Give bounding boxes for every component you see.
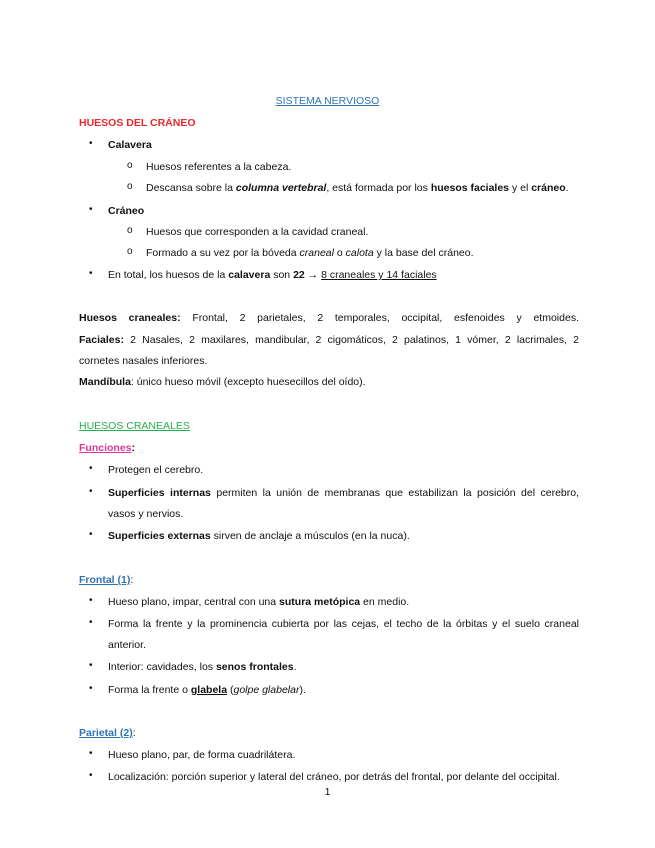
funciones-item2: Superficies internas permiten la unión de membranas que estabilizan la posición del cerebro,: [108, 487, 579, 499]
bullet-icon: •: [89, 683, 93, 694]
bullet-icon: •: [89, 463, 93, 474]
bullet-icon: •: [89, 204, 93, 215]
summary-faciales-line2: cornetes nasales inferiores.: [79, 355, 208, 367]
summary-craneales: Huesos craneales: Frontal, 2 parietales, 2 temporales, occipital, esfenoides y etmoides.: [79, 312, 579, 324]
calavera-sub1: Huesos referentes a la cabeza.: [146, 161, 292, 173]
frontal-label: Frontal (1):: [79, 574, 134, 586]
funciones-item3: Superficies externas sirven de anclaje a músculos (en la nuca).: [108, 530, 410, 542]
bullet-icon: •: [89, 268, 93, 279]
funciones-item2-line2: vasos y nervios.: [108, 508, 184, 520]
bullet-icon: •: [89, 617, 93, 628]
summary-faciales: Faciales: 2 Nasales, 2 maxilares, mandibular, 2 cigomáticos, 2 palatinos, 1 vómer, 2 lacrimales, 2: [79, 334, 579, 346]
calavera-sub2: Descansa sobre la columna vertebral, está formada por los huesos faciales y el cráneo.: [146, 182, 569, 194]
frontal-item1: Hueso plano, impar, central con una sutura metópica en medio.: [108, 596, 410, 608]
parietal-label: Parietal (2):: [79, 727, 136, 739]
bullet-icon: •: [89, 529, 93, 540]
frontal-item3: Interior: cavidades, los senos frontales.: [108, 661, 297, 673]
bullet-icon: •: [89, 660, 93, 671]
item-craneo-label: Cráneo: [108, 205, 145, 217]
sub-bullet-icon: o: [127, 181, 133, 192]
heading-huesos-del-craneo: HUESOS DEL CRÁNEO: [79, 117, 196, 129]
craneo-sub1: Huesos que corresponden a la cavidad craneal.: [146, 226, 369, 238]
sub-bullet-icon: o: [127, 160, 133, 171]
heading-huesos-craneales: HUESOS CRANEALES: [79, 420, 190, 432]
page-title: SISTEMA NERVIOSO: [275, 95, 380, 107]
bullet-icon: •: [89, 595, 93, 606]
total-huesos: En total, los huesos de la calavera son 22 → 8 craneales y 14 faciales: [108, 269, 437, 281]
frontal-item4: Forma la frente o glabela (golpe glabelar).: [108, 684, 306, 696]
bullet-icon: •: [89, 748, 93, 759]
bullet-icon: •: [89, 770, 93, 781]
frontal-item2: Forma la frente y la prominencia cubierta por las cejas, el techo de la órbitas y el suelo craneal: [108, 618, 579, 630]
item-calavera-label: Calavera: [108, 139, 152, 151]
frontal-item2-line2: anterior.: [108, 639, 146, 651]
summary-mandibula: Mandíbula: único hueso móvil (excepto huesecillos del oído).: [79, 376, 366, 388]
parietal-item2: Localización: porción superior y lateral del cráneo, por detrás del frontal, por delante del occipital.: [108, 771, 560, 783]
bullet-icon: •: [89, 138, 93, 149]
sub-bullet-icon: o: [127, 246, 133, 257]
funciones-item1: Protegen el cerebro.: [108, 464, 204, 476]
page-number: 1: [324, 786, 331, 798]
bullet-icon: •: [89, 486, 93, 497]
parietal-item1: Hueso plano, par, de forma cuadrilátera.: [108, 749, 296, 761]
sub-bullet-icon: o: [127, 225, 133, 236]
craneo-sub2: Formado a su vez por la bóveda craneal o calota y la base del cráneo.: [146, 247, 474, 259]
funciones-label: Funciones:: [79, 442, 136, 454]
